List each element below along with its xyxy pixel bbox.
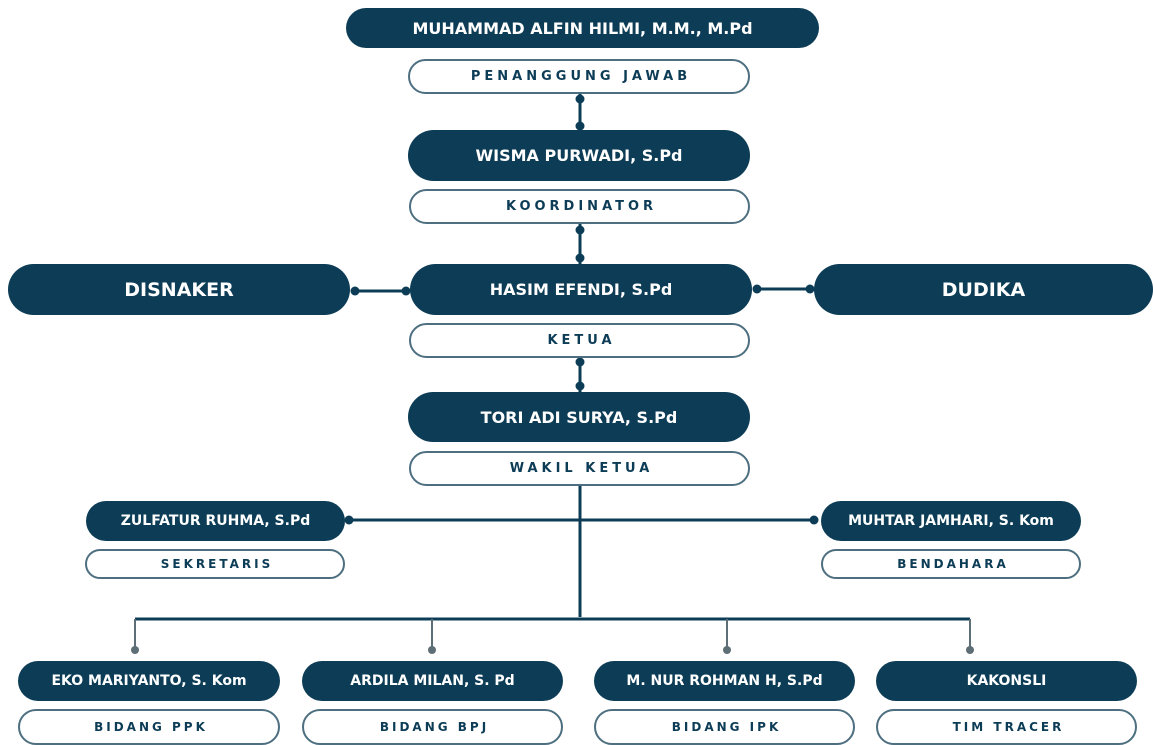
connector-dot (428, 646, 436, 654)
bidang-ppk-name: EKO MARIYANTO, S. Kom (18, 661, 280, 701)
wakil-ketua-role: WAKIL KETUA (409, 451, 750, 486)
ketua-name: HASIM EFENDI, S.Pd (410, 264, 752, 315)
connector-dot (810, 516, 819, 525)
connector-dot (723, 646, 731, 654)
ketua-role: KETUA (409, 323, 750, 358)
tim-tracer-role: TIM TRACER (876, 709, 1137, 745)
connector-dot (576, 382, 585, 391)
connector-dot (576, 358, 585, 367)
connector-dot (753, 285, 762, 294)
connector-dot (576, 226, 585, 235)
connector-dot (351, 287, 360, 296)
connector-dot (576, 95, 585, 104)
connector-dot (966, 646, 974, 654)
sekretaris-role: SEKRETARIS (85, 549, 345, 579)
bendahara-name: MUHTAR JAMHARI, S. Kom (821, 501, 1081, 541)
bidang-bpj-role: BIDANG BPJ (302, 709, 563, 745)
connector-dot (345, 516, 354, 525)
bidang-bpj-name: ARDILA MILAN, S. Pd (302, 661, 563, 701)
dudika-box: DUDIKA (814, 264, 1153, 315)
disnaker-box: DISNAKER (8, 264, 350, 315)
bidang-ipk-name: M. NUR ROHMAN H, S.Pd (594, 661, 855, 701)
wakil-ketua-name: TORI ADI SURYA, S.Pd (408, 392, 750, 442)
bendahara-role: BENDAHARA (821, 549, 1081, 579)
bidang-ppk-role: BIDANG PPK (18, 709, 280, 745)
tim-tracer-name: KAKONSLI (876, 661, 1137, 701)
connector-dot (576, 254, 585, 263)
penanggung-jawab-role: PENANGGUNG JAWAB (408, 59, 750, 94)
koordinator-role: KOORDINATOR (409, 189, 750, 224)
sekretaris-name: ZULFATUR RUHMA, S.Pd (86, 501, 345, 541)
bidang-ipk-role: BIDANG IPK (594, 709, 855, 745)
connector-dot (131, 646, 139, 654)
penanggung-jawab-name: MUHAMMAD ALFIN HILMI, M.M., M.Pd (346, 8, 819, 48)
koordinator-name: WISMA PURWADI, S.Pd (408, 130, 750, 181)
